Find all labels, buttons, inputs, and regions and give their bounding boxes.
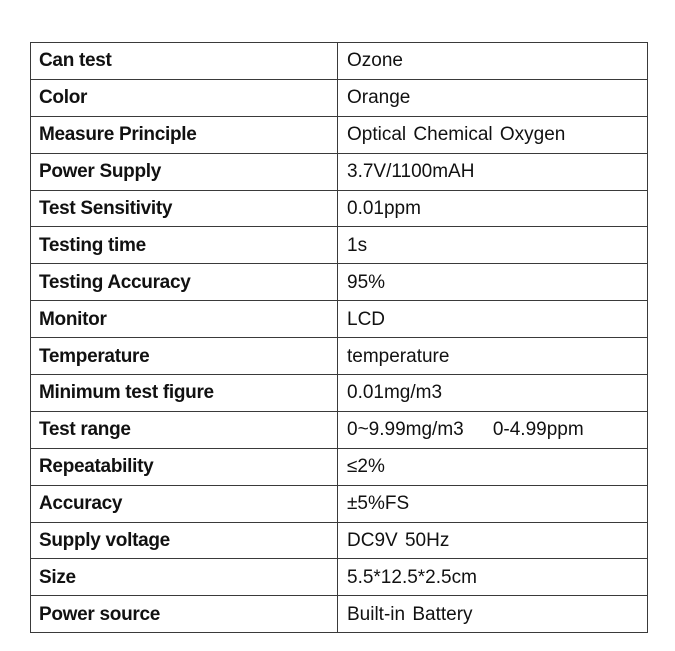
spec-label: Testing Accuracy bbox=[31, 264, 338, 301]
table-row bbox=[31, 116, 648, 153]
spec-label: Supply voltage bbox=[31, 522, 338, 559]
spec-value: Ozone bbox=[338, 43, 648, 80]
spec-label: Power Supply bbox=[31, 153, 338, 190]
spec-label: Minimum test figure bbox=[31, 375, 338, 412]
table-row bbox=[31, 448, 648, 485]
table-row bbox=[31, 411, 648, 448]
table-row bbox=[31, 301, 648, 338]
spec-value: Optical Chemical Oxygen bbox=[338, 116, 648, 153]
spec-label: Size bbox=[31, 559, 338, 596]
spec-value: ±5%FS bbox=[338, 485, 648, 522]
spec-value: 1s bbox=[338, 227, 648, 264]
spec-table bbox=[30, 42, 648, 633]
spec-label: Color bbox=[31, 79, 338, 116]
spec-label: Temperature bbox=[31, 338, 338, 375]
spec-value: temperature bbox=[338, 338, 648, 375]
table-row bbox=[31, 485, 648, 522]
table-row bbox=[31, 596, 648, 633]
spec-value: Built-in Battery bbox=[338, 596, 648, 633]
table-row bbox=[31, 522, 648, 559]
table-row bbox=[31, 338, 648, 375]
spec-label: Power source bbox=[31, 596, 338, 633]
spec-label: Test range bbox=[31, 411, 338, 448]
spec-value: 0~9.99mg/m3 0-4.99ppm bbox=[338, 411, 648, 448]
spec-value: 95% bbox=[338, 264, 648, 301]
spec-value: 5.5*12.5*2.5cm bbox=[338, 559, 648, 596]
spec-value: 0.01ppm bbox=[338, 190, 648, 227]
table-row bbox=[31, 43, 648, 80]
spec-value: Orange bbox=[338, 79, 648, 116]
spec-value: ≤2% bbox=[338, 448, 648, 485]
spec-label: Measure Principle bbox=[31, 116, 338, 153]
spec-value: 3.7V/1100mAH bbox=[338, 153, 648, 190]
table-row bbox=[31, 264, 648, 301]
spec-label: Monitor bbox=[31, 301, 338, 338]
spec-value: LCD bbox=[338, 301, 648, 338]
spec-value: 0.01mg/m3 bbox=[338, 375, 648, 412]
table-row bbox=[31, 559, 648, 596]
table-row bbox=[31, 153, 648, 190]
spec-value: DC9V 50Hz bbox=[338, 522, 648, 559]
spec-label: Testing time bbox=[31, 227, 338, 264]
spec-label: Test Sensitivity bbox=[31, 190, 338, 227]
spec-label: Can test bbox=[31, 43, 338, 80]
spec-label: Accuracy bbox=[31, 485, 338, 522]
table-row bbox=[31, 190, 648, 227]
spec-label: Repeatability bbox=[31, 448, 338, 485]
table-row bbox=[31, 375, 648, 412]
spec-table-body bbox=[31, 43, 648, 633]
table-row bbox=[31, 227, 648, 264]
table-row bbox=[31, 79, 648, 116]
